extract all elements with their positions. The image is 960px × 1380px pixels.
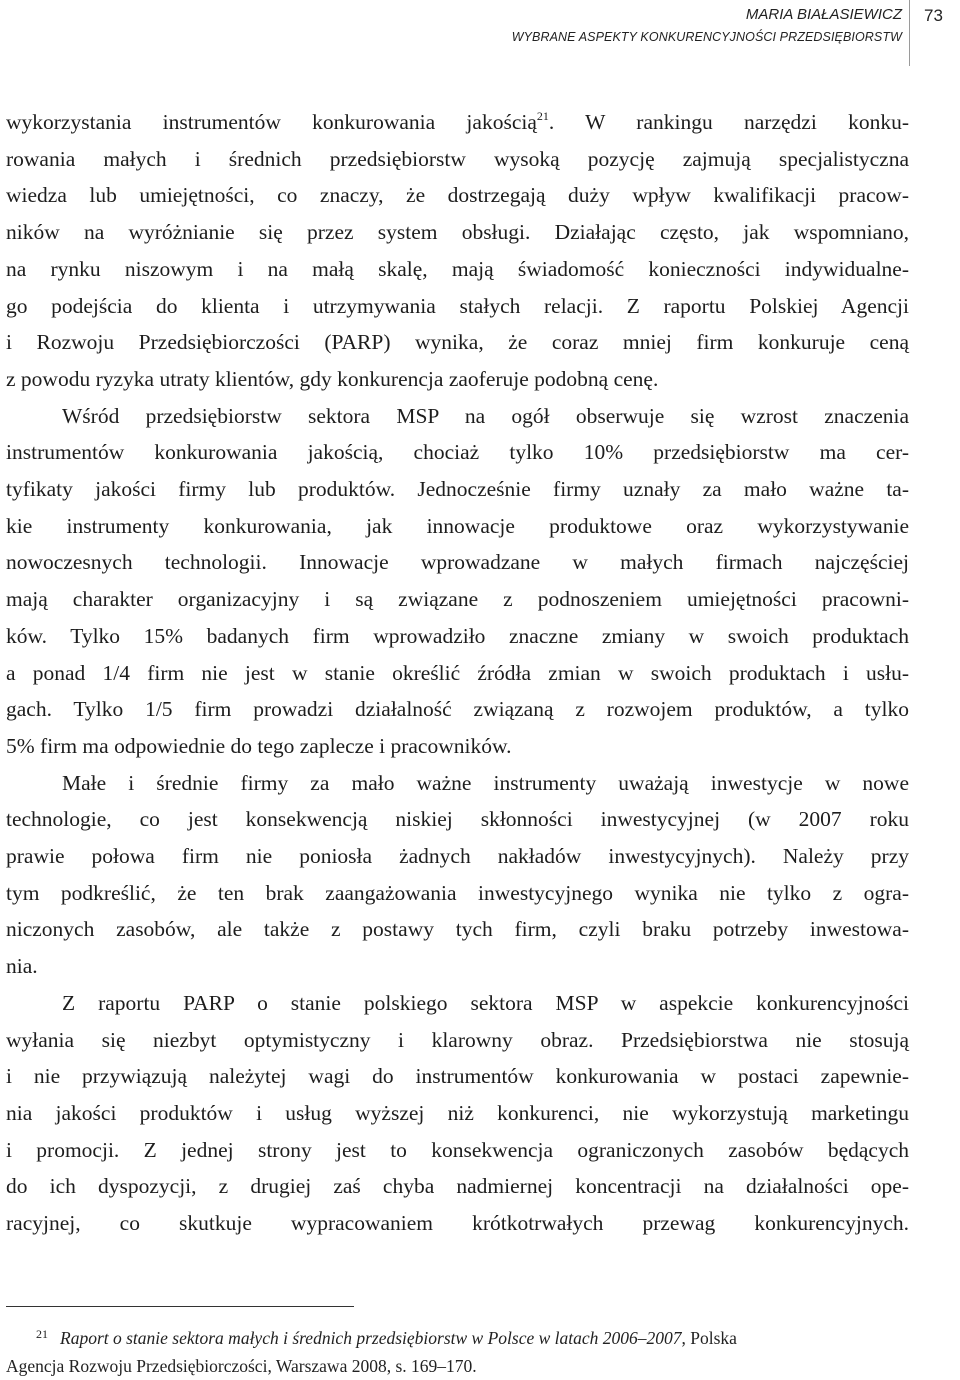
header-divider (909, 0, 910, 66)
paragraph-2 (6, 398, 909, 765)
paragraph-1 (6, 104, 909, 398)
text-line: 5% firm ma odpowiednie do tego zaplecze i pracowników. (6, 733, 512, 758)
page-number: 73 (924, 6, 943, 25)
text-line: do ich dyspozycji, z drugiej zaś chyba nadmiernej koncentracji na działalności ope- (6, 1174, 909, 1199)
text-line: nowoczesnych technologii. Innowacje wprowadzane w małych firmach najczęściej (6, 550, 909, 575)
running-head-author: MARIA BIAŁASIEWICZ (745, 6, 902, 23)
running-head-title: WYBRANE ASPEKTY KONKURENCYJNOŚCI PRZEDSIĘBIORSTW (511, 30, 902, 44)
text-line: tyfikaty jakości firmy lub produktów. Jednocześnie firmy uznały za mało ważne ta- (6, 477, 909, 502)
text-line: mają charakter organizacyjny i są związane z podnoszeniem umiejętności pracowni- (6, 587, 909, 612)
text-line: Małe i średnie firmy za mało ważne instrumenty uważają inwestycje w nowe (62, 770, 909, 795)
text-line: tym podkreślić, że ten brak zaangażowania inwestycyjnego wynika nie tylko z ogra- (6, 880, 909, 905)
text-line: wyłania się niezbyt optymistyczny i klarowny obraz. Przedsiębiorstwa nie stosują (6, 1027, 909, 1052)
text-line: prawie połowa firm nie poniosła żadnych nakładów inwestycyjnych). Należy przy (6, 844, 909, 869)
text-line: kie instrumenty konkurowania, jak innowacje produktowe oraz wykorzystywanie (6, 513, 909, 538)
text-line: a ponad 1/4 firm nie jest w stanie określić źródła zmian w swoich produktach i usłu- (6, 660, 909, 685)
text-line: ników na wyróżnianie się przez system obsługi. Działając często, jak wspomniano, (6, 220, 909, 245)
text-line: Wśród przedsiębiorstw sektora MSP na ogół obserwuje się wzrost znaczenia (62, 403, 909, 428)
text-line: i Rozwoju Przedsiębiorczości (PARP) wynika, że coraz mniej firm konkuruje ceną (6, 330, 909, 355)
footnote-number: 21 (36, 1327, 48, 1341)
text-line: nia. (6, 954, 38, 979)
body-text (6, 104, 909, 1242)
text-line: i nie przywiązują należytej wagi do instrumentów konkurowania w postaci zapewnie- (6, 1064, 909, 1089)
paragraph-4 (6, 985, 909, 1242)
text-line: wiedza lub umiejętności, co znaczy, że dostrzegają duży wpływ kwalifikacji pracow- (6, 183, 909, 208)
text-line: z powodu ryzyka utraty klientów, gdy konkurencja zaoferuje podobną cenę. (6, 366, 659, 391)
running-head (512, 4, 902, 48)
text-line: nia jakości produktów i usług wyższej niż konkurenci, nie wykorzystują marketingu (6, 1100, 909, 1125)
text-line: i promocji. Z jednej strony jest to konsekwencja ograniczonych zasobów będących (6, 1137, 909, 1162)
footnote (6, 1320, 909, 1380)
footnote-line-2: Agencja Rozwoju Przedsiębiorczości, Warszawa 2008, s. 169–170. (6, 1356, 477, 1376)
text-line: wykorzystania instrumentów konkurowania jakością$^{21}$. W rankingu narzędzi konku- (6, 109, 909, 134)
text-line: niczonych zasobów, ale także z postawy tych firm, czyli braku potrzeby inwestowa- (6, 917, 909, 942)
text-line: technologie, co jest konsekwencją niskiej skłonności inwestycyjnej (w 2007 roku (6, 807, 909, 832)
text-line: rowania małych i średnich przedsiębiorstw wysoką pozycję zajmują specjalistyczna (6, 146, 909, 171)
text-line: na rynku niszowym i na małą skalę, mają świadomość konieczności indywidualne- (6, 256, 909, 281)
page-header (0, 0, 960, 70)
text-line: go podejścia do klienta i utrzymywania stałych relacji. Z raportu Polskiej Agencji (6, 293, 909, 318)
footnote-line-1 (6, 1320, 909, 1352)
text-line: racyjnej, co skutkuje wypracowaniem krótkotrwałych przewag konkurencyjnych. (6, 1211, 909, 1236)
footnote-ref[interactable]: 21 (536, 109, 549, 123)
footnote-divider (6, 1306, 354, 1307)
text-line: gach. Tylko 1/5 firm prowadzi działalność związaną z rozwojem produktów, a tylko (6, 697, 909, 722)
paragraph-3 (6, 765, 909, 985)
footnote-source-rest: , Polska (681, 1328, 737, 1348)
footnote-source-title: Raport o stanie sektora małych i średnich przedsiębiorstw w Polsce w latach 2006–2007 (60, 1328, 682, 1348)
text-line: Z raportu PARP o stanie polskiego sektora MSP w aspekcie konkurencyjności (62, 990, 909, 1015)
text-line: instrumentów konkurowania jakością, chociaż tylko 10% przedsiębiorstw ma cer- (6, 440, 909, 465)
text-line: ków. Tylko 15% badanych firm wprowadziło znaczne zmiany w swoich produktach (6, 623, 909, 648)
